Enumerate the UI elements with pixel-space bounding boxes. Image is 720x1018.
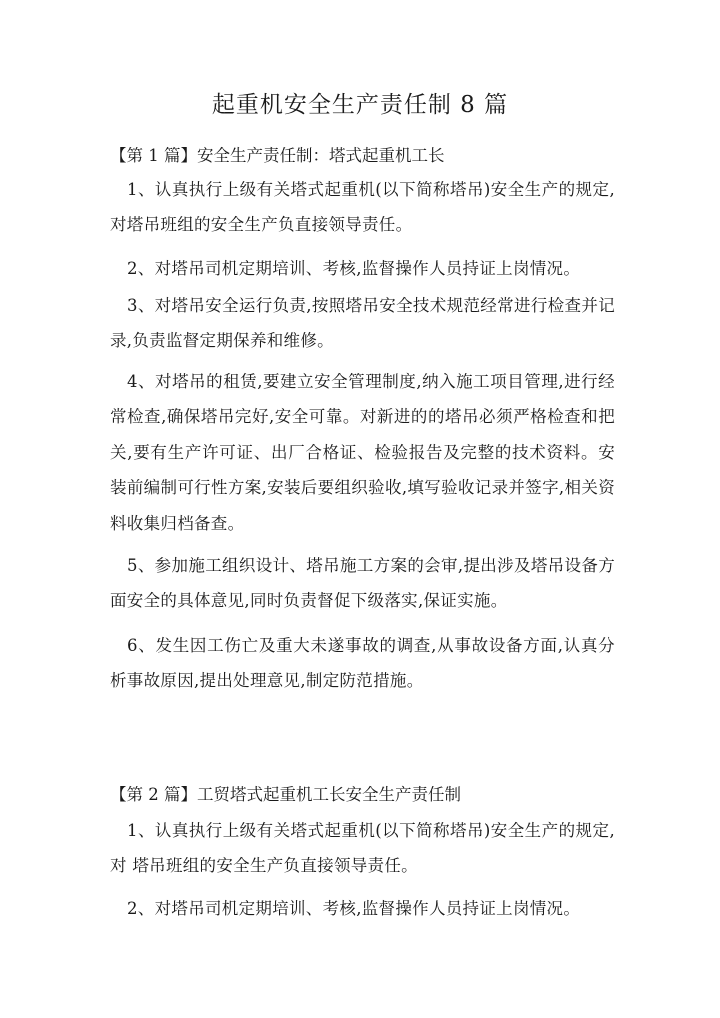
paragraph: 1、认真执行上级有关塔式起重机(以下简称塔吊)安全生产的规定,对 塔吊班组的安全生产负直接领导责任。 [110, 821, 615, 876]
paragraph: 1、认真执行上级有关塔式起重机(以下简称塔吊)安全生产的规定,对塔吊班组的安全生产负直接领导责任。 [110, 180, 615, 235]
document-title: 起重机安全生产责任制 8 篇 [211, 92, 509, 118]
section-heading: 【第 2 篇】工贸塔式起重机工长安全生产责任制 [110, 785, 461, 804]
paragraph: 2、对塔吊司机定期培训、考核,监督操作人员持证上岗情况。 [127, 259, 581, 278]
section-heading: 【第 1 篇】安全生产责任制：塔式起重机工长 [110, 146, 445, 165]
paragraph: 6、发生因工伤亡及重大未遂事故的调查,从事故设备方面,认真分析事故原因,提出处理意见,制定防范措施。 [110, 636, 615, 691]
paragraph: 3、对塔吊安全运行负责,按照塔吊安全技术规范经常进行检查并记录,负责监督定期保养和维修。 [110, 296, 615, 351]
paragraph: 4、对塔吊的租赁,要建立安全管理制度,纳入施工项目管理,进行经常检查,确保塔吊完好,安全可靠。对新进的的塔吊必须严格检查和把关,要有生产许可证、出厂合格证、检验报告及完整的技术资料。安装前编制可行性方案,安装后要组织验收,填写验收记录并签字,相关资料收集归档备查。 [110, 372, 615, 533]
paragraph: 5、参加施工组织设计、塔吊施工方案的会审,提出涉及塔吊设备方面安全的具体意见,同时负责督促下级落实,保证实施。 [110, 556, 615, 611]
paragraph: 2、对塔吊司机定期培训、考核,监督操作人员持证上岗情况。 [127, 899, 581, 918]
